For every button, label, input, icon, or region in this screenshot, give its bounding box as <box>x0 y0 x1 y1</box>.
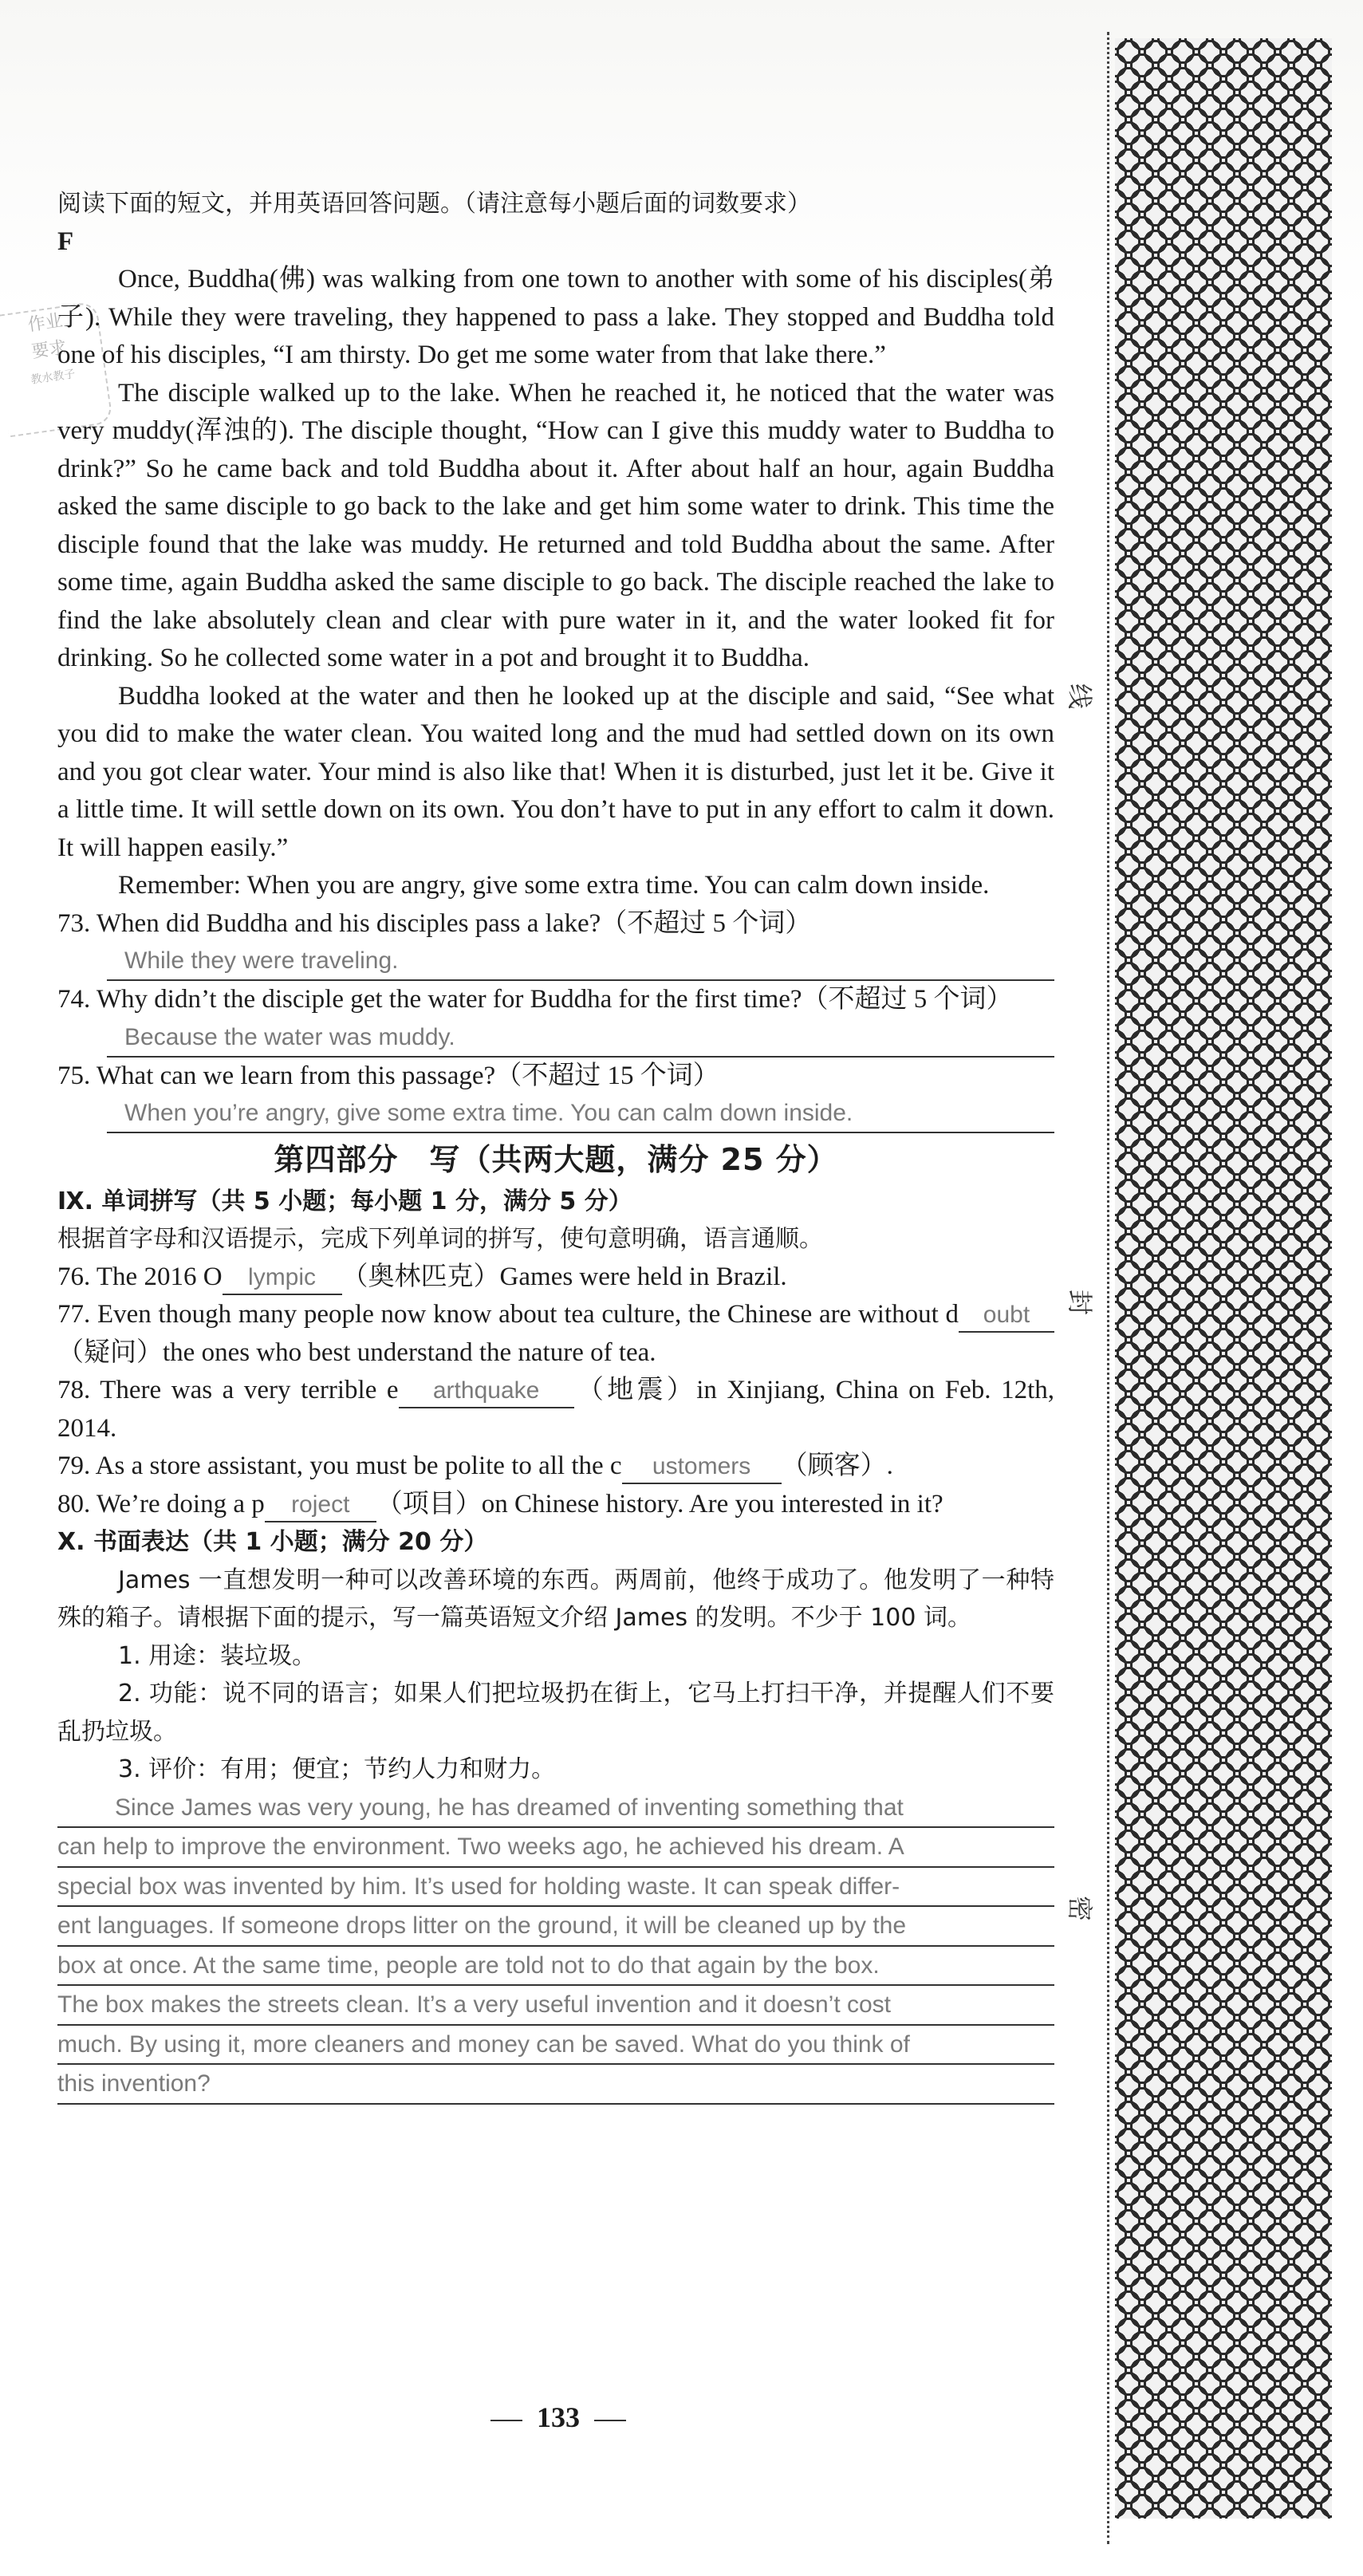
passage-paragraph-4: Remember: When you are angry, give some extra time. You can calm down inside. <box>118 871 990 900</box>
passage-letter: F <box>57 226 74 256</box>
answer-74: Because the water was muddy. <box>107 1019 1054 1058</box>
item-77-before: 77. Even though many people now know about tea culture, the Chinese are without d <box>57 1300 959 1329</box>
item-79-after: （顾客）. <box>781 1451 893 1480</box>
spelling-item-77 <box>57 1296 1054 1372</box>
writing-hint-1: 1. 用途：装垃圾。 <box>118 1641 317 1670</box>
item-78-after: （地震）in Xinjiang, China on Feb. 12th, 2014. <box>57 1376 1055 1443</box>
item-80-before: 80. We’re doing a p <box>57 1489 265 1518</box>
passage-paragraph-3: Buddha looked at the water and then he looked up at the disciple and said, “See what you did to make the water clean. You waited long and the mud had settled down on its own and you got clear water. Your mind is also like that! When it is disturbed, just let it be. Give it a little time. It will settle down on its own. You don’t have to put in any effort to calm it down. It will happen easily.” <box>57 681 1054 862</box>
reading-instruction: 阅读下面的短文，并用英语回答问题。（请注意每小题后面的词数要求） <box>57 190 811 218</box>
essay-line-5: box at once. At the same time, people are told not to do that again by the box. <box>57 1947 1054 1987</box>
item-78-before: 78. There was a very terrible e <box>57 1376 399 1404</box>
part4-title: 第四部分 写（共两大题，满分 25 分） <box>274 1142 838 1177</box>
item-76-blank: lympic <box>223 1262 342 1295</box>
answer-73: While they were traveling. <box>107 943 1054 981</box>
item-80-blank: roject <box>265 1489 376 1522</box>
item-80-after: （项目）on Chinese history. Are you interested in it? <box>376 1489 943 1518</box>
item-77-after: （疑问）the ones who best understand the nature of tea. <box>57 1337 656 1367</box>
stamp-line-2: 要求 <box>30 337 69 363</box>
essay-line-6: The box makes the streets clean. It’s a very useful invention and it doesn’t cost <box>57 1986 1054 2026</box>
writing-hint-3: 3. 评价：有用；便宜；节约人力和财力。 <box>118 1755 556 1783</box>
essay-line-8: this invention? <box>57 2065 1054 2105</box>
writing-hint-2: 2. 功能：说不同的语言；如果人们把垃圾扔在街上，它马上打扫干净，并提醒人们不要乱扔垃圾。 <box>57 1680 1054 1746</box>
item-78-blank: arthquake <box>399 1375 574 1408</box>
main-content <box>57 185 1054 2105</box>
item-77-blank: oubt <box>959 1299 1054 1333</box>
page-number-dash-left <box>490 2420 522 2421</box>
writing-prompt: James 一直想发明一种可以改善环境的东西。两周前，他终于成功了。他发明了一种特殊的箱子。请根据下面的提示，写一篇英语短文介绍 James 的发明。不少于 100 词。 <box>57 1566 1054 1632</box>
spelling-instruction: 根据首字母和汉语提示，完成下列单词的拼写，使句意明确，语言通顺。 <box>57 1225 823 1253</box>
item-79-before: 79. As a store assistant, you must be polite to all the c <box>57 1451 622 1480</box>
binding-mark-secret: 密 <box>1065 1895 1096 1922</box>
page-number-text: 133 <box>537 2401 580 2433</box>
spelling-item-78 <box>57 1372 1054 1448</box>
decorative-pattern-strip <box>1115 38 1332 2519</box>
binding-mark-seal: 封 <box>1065 1289 1096 1316</box>
passage-paragraph-2: The disciple walked up to the lake. When he reached it, he noticed that the water was very muddy(浑浊的). The disciple thought, “How can I give this muddy water to Buddha to drink?” So he came back and told Buddha about it. After about half an hour, again Buddha asked the same disciple to go back to the lake and get him some water to drink. This time the disciple found that the lake was muddy. He returned and told Buddha about the same. After some time, again Buddha asked the same disciple to go back. The disciple reached the lake to find the lake absolutely clean and clear with pure water in it, and the water looked fit for drinking. So he collected some water in a pot and brought it to Buddha. <box>57 378 1054 672</box>
passage-paragraph-1: Once, Buddha(佛) was walking from one town to another with some of his disciples(弟子). While they were traveling, they happened to pass a lake. They stopped and Buddha told one of his disciples, “I am thirsty. Do get me some water from that lake there.” <box>57 265 1054 369</box>
stamp-line-3: 教水教子 <box>30 368 77 387</box>
binding-mark-line: 线 <box>1065 683 1096 710</box>
essay-line-2: can help to improve the environment. Two weeks ago, he achieved his dream. A <box>57 1828 1054 1868</box>
essay-answer <box>57 1789 1054 2105</box>
spelling-item-80 <box>57 1486 1054 1524</box>
essay-line-4: ent languages. If someone drops litter on the ground, it will be cleaned up by the <box>57 1907 1054 1947</box>
question-73: 73. When did Buddha and his disciples pass a lake?（不超过 5 个词） <box>57 908 812 938</box>
question-75: 75. What can we learn from this passage?（不超过 15 个词） <box>57 1061 719 1090</box>
essay-line-1: Since James was very young, he has dreamed of inventing something that <box>57 1789 1054 1829</box>
writing-title: Ⅹ. 书面表达（共 1 小题；满分 20 分） <box>57 1528 488 1556</box>
page-number <box>0 2401 1117 2434</box>
page-number-dash-right <box>594 2420 626 2421</box>
item-76-before: 76. The 2016 O <box>57 1262 223 1291</box>
item-79-blank: ustomers <box>622 1451 782 1484</box>
spelling-title: Ⅸ. 单词拼写（共 5 小题；每小题 1 分，满分 5 分） <box>57 1187 632 1215</box>
essay-line-7: much. By using it, more cleaners and money can be saved. What do you think of <box>57 2026 1054 2066</box>
question-74: 74. Why didn’t the disciple get the water for Buddha for the first time?（不超过 5 个词） <box>57 985 1013 1014</box>
spelling-item-79 <box>57 1448 1054 1486</box>
spelling-item-76 <box>57 1258 1054 1297</box>
stamp-line-1: 作业 <box>26 310 65 336</box>
item-76-after: （奥林匹克）Games were held in Brazil. <box>341 1262 787 1291</box>
essay-line-3: special box was invented by him. It’s used for holding waste. It can speak differ- <box>57 1868 1054 1908</box>
answer-75: When you’re angry, give some extra time. You can calm down inside. <box>107 1095 1054 1133</box>
